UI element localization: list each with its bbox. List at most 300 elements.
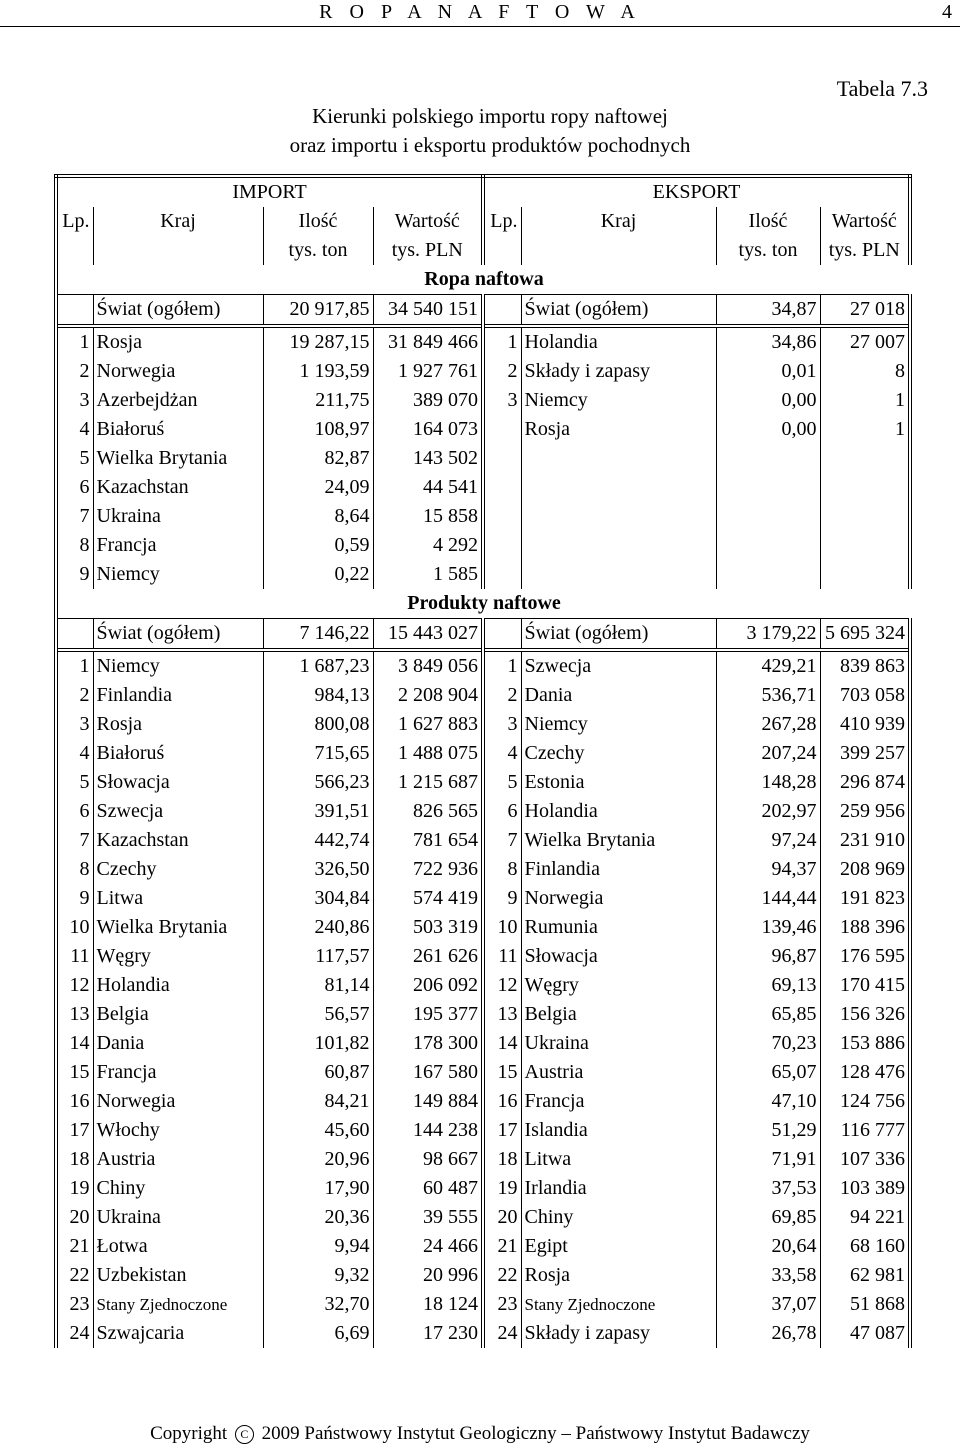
export-country: Rumunia (521, 913, 716, 942)
import-ilosc: 117,57 (263, 942, 373, 971)
import-lp: 13 (56, 1000, 93, 1029)
import-ilosc: 984,13 (263, 681, 373, 710)
col-kraj-export: Kraj (521, 207, 716, 236)
import-ilosc: 56,57 (263, 1000, 373, 1029)
export-country: Norwegia (521, 884, 716, 913)
import-country: Czechy (93, 855, 263, 884)
import-country: Niemcy (93, 650, 263, 681)
table-row (56, 1029, 910, 1058)
unit-blank (93, 236, 263, 265)
title-line-1: Kierunki polskiego importu ropy naftowej (312, 104, 668, 128)
export-ilosc: 69,13 (716, 971, 820, 1000)
import-wartosc: 24 466 (373, 1232, 483, 1261)
world-ilosc-export: 34,87 (716, 295, 820, 327)
export-country: Węgry (521, 971, 716, 1000)
table-row (56, 1145, 910, 1174)
import-country: Norwegia (93, 357, 263, 386)
table-label: Tabela 7.3 (836, 76, 928, 101)
export-country: Czechy (521, 739, 716, 768)
copyright-icon: C (235, 1425, 254, 1444)
export-wartosc: 107 336 (820, 1145, 910, 1174)
export-lp: 21 (483, 1232, 521, 1261)
import-ilosc: 326,50 (263, 855, 373, 884)
import-ilosc: 19 287,15 (263, 326, 373, 357)
import-ilosc: 81,14 (263, 971, 373, 1000)
export-lp: 12 (483, 971, 521, 1000)
export-country: Niemcy (521, 386, 716, 415)
export-wartosc: 116 777 (820, 1116, 910, 1145)
world-total-row (56, 619, 910, 651)
col-wartosc-export: Wartość (820, 207, 910, 236)
import-country: Łotwa (93, 1232, 263, 1261)
export-ilosc: 144,44 (716, 884, 820, 913)
import-ilosc: 211,75 (263, 386, 373, 415)
export-lp: 23 (483, 1290, 521, 1319)
import-wartosc: 15 858 (373, 502, 483, 531)
table-row (56, 1261, 910, 1290)
export-ilosc: 207,24 (716, 739, 820, 768)
table-row (56, 415, 910, 444)
import-country: Uzbekistan (93, 1261, 263, 1290)
import-ilosc: 304,84 (263, 884, 373, 913)
export-country: Składy i zapasy (521, 1319, 716, 1348)
export-country: Rosja (521, 1261, 716, 1290)
import-ilosc: 60,87 (263, 1058, 373, 1087)
import-lp: 18 (56, 1145, 93, 1174)
import-ilosc: 442,74 (263, 826, 373, 855)
import-wartosc: 1 488 075 (373, 739, 483, 768)
import-ilosc: 1 193,59 (263, 357, 373, 386)
import-ilosc: 101,82 (263, 1029, 373, 1058)
export-lp: 6 (483, 797, 521, 826)
import-lp: 3 (56, 386, 93, 415)
export-ilosc: 65,07 (716, 1058, 820, 1087)
import-country: Wielka Brytania (93, 444, 263, 473)
section-title-row (56, 589, 910, 619)
table-row (56, 768, 910, 797)
import-country: Belgia (93, 1000, 263, 1029)
table-row (56, 1174, 910, 1203)
import-ilosc: 391,51 (263, 797, 373, 826)
export-country: Szwecja (521, 650, 716, 681)
import-country: Ukraina (93, 1203, 263, 1232)
import-lp: 8 (56, 855, 93, 884)
table-row (56, 531, 910, 560)
table-row (56, 855, 910, 884)
export-country (521, 531, 716, 560)
import-export-table-wrapper (54, 174, 908, 1348)
import-ilosc: 9,94 (263, 1232, 373, 1261)
export-ilosc: 97,24 (716, 826, 820, 855)
import-lp: 16 (56, 1087, 93, 1116)
import-country: Białoruś (93, 415, 263, 444)
export-lp (483, 502, 521, 531)
export-lp: 18 (483, 1145, 521, 1174)
import-wartosc: 167 580 (373, 1058, 483, 1087)
export-wartosc: 170 415 (820, 971, 910, 1000)
table-row (56, 942, 910, 971)
export-ilosc: 96,87 (716, 942, 820, 971)
export-wartosc: 703 058 (820, 681, 910, 710)
import-lp: 11 (56, 942, 93, 971)
import-country: Azerbejdżan (93, 386, 263, 415)
import-country: Węgry (93, 942, 263, 971)
export-ilosc: 51,29 (716, 1116, 820, 1145)
import-ilosc: 566,23 (263, 768, 373, 797)
export-lp (483, 531, 521, 560)
export-wartosc: 839 863 (820, 650, 910, 681)
export-country: Ukraina (521, 1029, 716, 1058)
import-wartosc: 2 208 904 (373, 681, 483, 710)
import-country: Francja (93, 531, 263, 560)
import-country: Włochy (93, 1116, 263, 1145)
import-ilosc: 84,21 (263, 1087, 373, 1116)
export-wartosc: 62 981 (820, 1261, 910, 1290)
export-wartosc: 296 874 (820, 768, 910, 797)
import-country: Białoruś (93, 739, 263, 768)
export-ilosc: 0,00 (716, 415, 820, 444)
import-lp: 22 (56, 1261, 93, 1290)
import-country: Szwajcaria (93, 1319, 263, 1348)
import-wartosc: 39 555 (373, 1203, 483, 1232)
running-title: R O P A N A F T O W A (319, 1, 641, 23)
title-line-2: oraz importu i eksportu produktów pochodnych (289, 133, 691, 157)
export-wartosc: 47 087 (820, 1319, 910, 1348)
import-lp: 5 (56, 768, 93, 797)
import-wartosc: 1 627 883 (373, 710, 483, 739)
table-row (56, 444, 910, 473)
export-country (521, 502, 716, 531)
import-ilosc: 8,64 (263, 502, 373, 531)
world-ilosc-import: 20 917,85 (263, 295, 373, 327)
export-wartosc: 259 956 (820, 797, 910, 826)
export-ilosc: 0,00 (716, 386, 820, 415)
import-ilosc: 800,08 (263, 710, 373, 739)
export-wartosc (820, 502, 910, 531)
export-lp: 5 (483, 768, 521, 797)
export-ilosc (716, 502, 820, 531)
import-country: Wielka Brytania (93, 913, 263, 942)
import-wartosc: 261 626 (373, 942, 483, 971)
import-ilosc: 45,60 (263, 1116, 373, 1145)
table-row (56, 473, 910, 502)
world-label-import: Świat (ogółem) (93, 295, 263, 327)
table-row (56, 560, 910, 589)
import-country: Dania (93, 1029, 263, 1058)
export-wartosc: 410 939 (820, 710, 910, 739)
import-lp: 8 (56, 531, 93, 560)
import-country: Ukraina (93, 502, 263, 531)
export-ilosc (716, 560, 820, 589)
import-country: Rosja (93, 710, 263, 739)
export-country (521, 560, 716, 589)
export-ilosc: 47,10 (716, 1087, 820, 1116)
export-wartosc: 51 868 (820, 1290, 910, 1319)
export-country: Dania (521, 681, 716, 710)
import-lp: 17 (56, 1116, 93, 1145)
import-lp: 1 (56, 650, 93, 681)
export-lp: 10 (483, 913, 521, 942)
import-lp: 3 (56, 710, 93, 739)
import-wartosc: 149 884 (373, 1087, 483, 1116)
section-title-row (56, 265, 910, 295)
table-row (56, 826, 910, 855)
import-export-table (54, 174, 912, 1348)
table-row (56, 971, 910, 1000)
table-row (56, 1087, 910, 1116)
export-lp: 14 (483, 1029, 521, 1058)
export-ilosc: 70,23 (716, 1029, 820, 1058)
world-label-import: Świat (ogółem) (93, 619, 263, 651)
import-lp: 5 (56, 444, 93, 473)
table-row (56, 884, 910, 913)
export-country: Egipt (521, 1232, 716, 1261)
import-ilosc: 0,59 (263, 531, 373, 560)
unit-blank (483, 236, 521, 265)
import-lp: 7 (56, 826, 93, 855)
export-wartosc (820, 473, 910, 502)
import-lp: 24 (56, 1319, 93, 1348)
import-ilosc: 108,97 (263, 415, 373, 444)
export-ilosc: 139,46 (716, 913, 820, 942)
world-wartosc-export: 5 695 324 (820, 619, 910, 651)
export-wartosc: 68 160 (820, 1232, 910, 1261)
export-ilosc: 20,64 (716, 1232, 820, 1261)
import-lp: 7 (56, 502, 93, 531)
export-country: Holandia (521, 326, 716, 357)
import-lp: 23 (56, 1290, 93, 1319)
import-ilosc: 6,69 (263, 1319, 373, 1348)
import-lp: 4 (56, 739, 93, 768)
import-wartosc: 722 936 (373, 855, 483, 884)
export-ilosc: 94,37 (716, 855, 820, 884)
import-wartosc: 144 238 (373, 1116, 483, 1145)
export-lp: 11 (483, 942, 521, 971)
export-ilosc: 33,58 (716, 1261, 820, 1290)
export-header: EKSPORT (483, 176, 910, 207)
export-lp (483, 560, 521, 589)
import-country: Niemcy (93, 560, 263, 589)
import-wartosc: 44 541 (373, 473, 483, 502)
export-country: Irlandia (521, 1174, 716, 1203)
export-country: Holandia (521, 797, 716, 826)
export-ilosc: 148,28 (716, 768, 820, 797)
export-lp (483, 415, 521, 444)
col-lp-export: Lp. (483, 207, 521, 236)
import-wartosc: 98 667 (373, 1145, 483, 1174)
document-title (210, 102, 770, 160)
unit-blank (56, 236, 93, 265)
export-country: Francja (521, 1087, 716, 1116)
import-country: Stany Zjednoczone (93, 1290, 263, 1319)
export-lp: 1 (483, 650, 521, 681)
table-row (56, 386, 910, 415)
export-country: Słowacja (521, 942, 716, 971)
export-ilosc: 69,85 (716, 1203, 820, 1232)
export-lp: 19 (483, 1174, 521, 1203)
unit-blank (521, 236, 716, 265)
world-wartosc-import: 15 443 027 (373, 619, 483, 651)
world-lp-export (483, 619, 521, 651)
table-row (56, 1058, 910, 1087)
export-lp: 13 (483, 1000, 521, 1029)
import-country: Norwegia (93, 1087, 263, 1116)
export-lp: 20 (483, 1203, 521, 1232)
import-country: Słowacja (93, 768, 263, 797)
import-lp: 6 (56, 473, 93, 502)
table-row (56, 1000, 910, 1029)
import-wartosc: 3 849 056 (373, 650, 483, 681)
import-country: Kazachstan (93, 826, 263, 855)
world-lp-import (56, 295, 93, 327)
world-wartosc-export: 27 018 (820, 295, 910, 327)
export-country: Składy i zapasy (521, 357, 716, 386)
export-country: Islandia (521, 1116, 716, 1145)
export-country: Rosja (521, 415, 716, 444)
import-ilosc: 0,22 (263, 560, 373, 589)
export-ilosc: 37,07 (716, 1290, 820, 1319)
import-wartosc: 1 927 761 (373, 357, 483, 386)
section-title: Ropa naftowa (56, 265, 910, 295)
import-country: Chiny (93, 1174, 263, 1203)
running-header (0, 0, 960, 27)
export-lp: 1 (483, 326, 521, 357)
unit-header-row (56, 236, 910, 265)
export-lp: 4 (483, 739, 521, 768)
table-row (56, 650, 910, 681)
export-ilosc: 0,01 (716, 357, 820, 386)
col-ilosc-export: Ilość (716, 207, 820, 236)
import-lp: 9 (56, 884, 93, 913)
import-country: Rosja (93, 326, 263, 357)
export-country: Stany Zjednoczone (521, 1290, 716, 1319)
table-row (56, 913, 910, 942)
export-country (521, 473, 716, 502)
unit-wartosc-import: tys. PLN (373, 236, 483, 265)
world-lp-import (56, 619, 93, 651)
export-ilosc: 65,85 (716, 1000, 820, 1029)
page-number: 4 (942, 1, 952, 23)
import-wartosc: 17 230 (373, 1319, 483, 1348)
col-ilosc-import: Ilość (263, 207, 373, 236)
export-wartosc: 1 (820, 415, 910, 444)
unit-ilosc-import: tys. ton (263, 236, 373, 265)
world-ilosc-export: 3 179,22 (716, 619, 820, 651)
export-wartosc: 8 (820, 357, 910, 386)
import-ilosc: 20,36 (263, 1203, 373, 1232)
export-wartosc: 1 (820, 386, 910, 415)
table-row (56, 681, 910, 710)
table-row (56, 1232, 910, 1261)
export-lp: 22 (483, 1261, 521, 1290)
header-group-row (56, 176, 910, 207)
export-lp (483, 473, 521, 502)
export-country: Austria (521, 1058, 716, 1087)
export-ilosc (716, 444, 820, 473)
import-wartosc: 574 419 (373, 884, 483, 913)
import-country: Litwa (93, 884, 263, 913)
export-ilosc: 37,53 (716, 1174, 820, 1203)
export-lp: 7 (483, 826, 521, 855)
world-label-export: Świat (ogółem) (521, 619, 716, 651)
import-country: Francja (93, 1058, 263, 1087)
import-lp: 15 (56, 1058, 93, 1087)
footer (0, 1422, 960, 1446)
export-country: Niemcy (521, 710, 716, 739)
import-ilosc: 32,70 (263, 1290, 373, 1319)
import-lp: 6 (56, 797, 93, 826)
import-wartosc: 60 487 (373, 1174, 483, 1203)
import-lp: 10 (56, 913, 93, 942)
table-row (56, 739, 910, 768)
export-country: Estonia (521, 768, 716, 797)
export-country: Chiny (521, 1203, 716, 1232)
import-lp: 12 (56, 971, 93, 1000)
import-wartosc: 1 215 687 (373, 768, 483, 797)
export-ilosc (716, 473, 820, 502)
table-row (56, 1290, 910, 1319)
import-wartosc: 781 654 (373, 826, 483, 855)
import-country: Szwecja (93, 797, 263, 826)
world-lp-export (483, 295, 521, 327)
export-lp: 8 (483, 855, 521, 884)
import-lp: 19 (56, 1174, 93, 1203)
world-total-row (56, 295, 910, 327)
section-title: Produkty naftowe (56, 589, 910, 619)
export-wartosc: 176 595 (820, 942, 910, 971)
table-row (56, 1203, 910, 1232)
col-lp-import: Lp. (56, 207, 93, 236)
export-wartosc: 103 389 (820, 1174, 910, 1203)
export-ilosc: 429,21 (716, 650, 820, 681)
import-lp: 2 (56, 681, 93, 710)
import-country: Holandia (93, 971, 263, 1000)
import-lp: 20 (56, 1203, 93, 1232)
import-wartosc: 143 502 (373, 444, 483, 473)
export-ilosc: 267,28 (716, 710, 820, 739)
import-wartosc: 503 319 (373, 913, 483, 942)
import-ilosc: 20,96 (263, 1145, 373, 1174)
export-ilosc: 71,91 (716, 1145, 820, 1174)
export-ilosc: 202,97 (716, 797, 820, 826)
import-wartosc: 164 073 (373, 415, 483, 444)
export-country: Belgia (521, 1000, 716, 1029)
table-row (56, 357, 910, 386)
unit-ilosc-export: tys. ton (716, 236, 820, 265)
export-lp: 17 (483, 1116, 521, 1145)
import-wartosc: 206 092 (373, 971, 483, 1000)
export-country: Litwa (521, 1145, 716, 1174)
import-country: Finlandia (93, 681, 263, 710)
export-lp: 3 (483, 386, 521, 415)
export-wartosc: 399 257 (820, 739, 910, 768)
export-wartosc: 124 756 (820, 1087, 910, 1116)
col-kraj-import: Kraj (93, 207, 263, 236)
import-wartosc: 20 996 (373, 1261, 483, 1290)
col-wartosc-import: Wartość (373, 207, 483, 236)
world-ilosc-import: 7 146,22 (263, 619, 373, 651)
import-ilosc: 82,87 (263, 444, 373, 473)
import-country: Kazachstan (93, 473, 263, 502)
copyright-word: Copyright (150, 1423, 228, 1444)
export-wartosc: 188 396 (820, 913, 910, 942)
table-row (56, 1116, 910, 1145)
import-wartosc: 4 292 (373, 531, 483, 560)
unit-wartosc-export: tys. PLN (820, 236, 910, 265)
export-ilosc: 26,78 (716, 1319, 820, 1348)
table-row (56, 710, 910, 739)
import-lp: 1 (56, 326, 93, 357)
